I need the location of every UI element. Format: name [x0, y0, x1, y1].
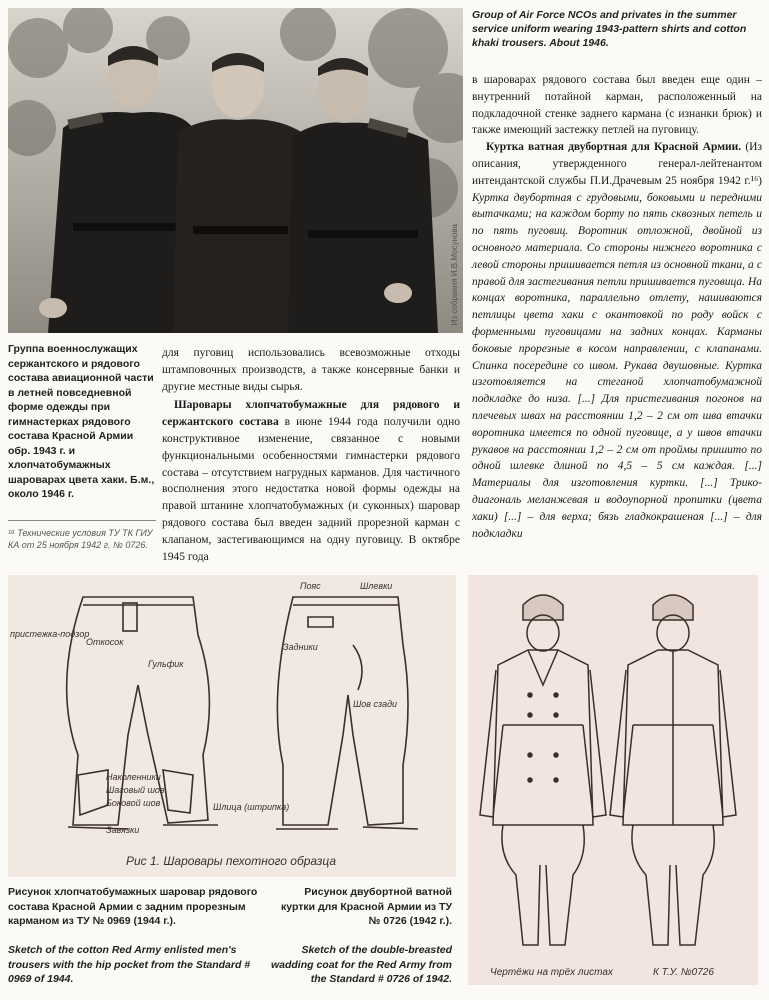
trousers-drawing — [8, 575, 456, 877]
caption-coat-russian: Рисунок двубортной ватной куртки для Красной Армии из ТУ № 0726 (1942 г.). — [281, 886, 452, 927]
sketch-trousers — [8, 575, 456, 877]
footnote: ¹⁶ Технические условия ТУ ТК ГИУ КА от 25 ноября 1942 г. № 0726. — [8, 528, 153, 550]
label-bokovoy: Боковой шов — [106, 798, 161, 808]
coat-drawing — [468, 575, 758, 985]
label-otkosok: Откосок — [86, 637, 124, 647]
right-text-column — [472, 72, 762, 542]
sketch-coat — [468, 575, 758, 985]
label-shagovy: Шаговый шов — [106, 785, 165, 795]
label-shov-szadi: Шов сзади — [353, 699, 398, 709]
caption-photo-english: Group of Air Force NCOs and privates in the summer service uniform wearing 1943-pattern shirts and cotton khaki trousers. About 1946. — [472, 9, 747, 49]
middle-text-column — [162, 345, 460, 565]
caption-trousers-russian: Рисунок хлопчатобумажных шаровар рядового состава Красной Армии с задним прорезным карманом из ТУ № 0969 (1944 г.). — [8, 886, 258, 927]
trousers-text: в июне 1944 года получили одно конструктивное изменение, связанное с новыми функциональными особенностями гимнастерки рядового состава – отсутствием нагрудных карманов. Для частичного восполнения этого недостатка новой формы одежды на правой штанине хлопчатобумажных (и суконных) шаровар рядового состава был введен задний прорезной карман с клапаном, застегивающимся на одну пуговицу. В октябре 1945 года — [162, 416, 460, 563]
right-paragraph-2 — [472, 139, 762, 542]
photo-illustration — [8, 8, 463, 333]
label-gulfik: Гульфик — [148, 659, 184, 669]
label-shlevki: Шлевки — [360, 581, 393, 591]
caption-coat-english: Sketch of the double-breasted wadding coat for the Red Army from the Standard # 0726 of 1942. — [270, 944, 452, 985]
coat-intro-close: ) — [758, 174, 762, 187]
footnote-divider — [8, 520, 156, 521]
label-zadnik: Задники — [283, 642, 318, 652]
label-pristezhka: пристежка-подзор — [10, 629, 90, 639]
right-paragraph-1: в шароварах рядового состава был введен еще один – внутренний потайной карман, расположенный на подкладочной стенке заднего кармана (с изнанки брюк) и также имеющий застежку петлей на пуговицу. — [472, 74, 762, 137]
caption-trousers-english: Sketch of the cotton Red Army enlisted men's trousers with the hip pocket from the Standard # 0969 of 1944. — [8, 944, 251, 985]
label-shtrippka: Шлица (штрипка) — [213, 802, 290, 812]
middle-paragraph-1: для пуговиц использовались всевозможные отходы штамповочных производств, а также консервные банки и другие местные виды сырья. — [162, 347, 460, 393]
photo-credit: Из собрания И.В.Мосунова — [450, 223, 459, 325]
coat-heading: Куртка ватная двубортная для Красной Армии. — [486, 141, 742, 154]
coat-description: Куртка двубортная с грудовыми, боковыми и передними вытачками; на каждом борту по пять сквозных петель и по пять пуговиц. Воротник отложной, двойной из основного материала. Со стороны нижнего воротника с левой стороны пришивается петля из основной ткани, а с правой для застегивания петли пришивается пуговица. На концах воротника, параллельно отлету, нашиваются петлицы цвета хаки с окантовкой по роду войск с форменными пуговицами на задних концах. Карманы боковые прорезные в косом направлении, с клапанами. Спинка посередине со швом. Рукава двушовные. Куртка изготовляется на стеганой хлопчатобумажной подкладке до низа. [...] Для пристегивания погонов на плечевых швах на расстоянии 1,2 – 2 см от шва втачки воротника имеется по одной пуговице, а у швов втачки рукавов на расстоянии 1,2 – 2 см от проймы пришито по одной шлевке длиной по 4,5 – 5 см каждая. [...] Материалы для изготовления куртки. [...] Трико-диагональ меланжевая и водоупорной пропитки (цвета хаки) [...] – для верха; бязь гладкокрашеная [...] – для подкладки — [472, 191, 762, 540]
coat-intro: (Из описания, утвержденного генерал-лейтенантом интендантской службы П.И.Драчевым 25 ноября 1942 г. — [472, 141, 762, 187]
trousers-figure-title: Рис 1. Шаровары пехотного образца — [126, 854, 337, 868]
photo-soldiers — [8, 8, 463, 333]
label-poyas: Пояс — [300, 581, 321, 591]
middle-paragraph-2 — [162, 397, 460, 565]
footnote-ref: ¹⁶ — [750, 174, 759, 187]
coat-sketch-code: К Т.У. №0726 — [653, 967, 714, 978]
label-nakolennik: Наколенники — [106, 772, 161, 782]
coat-sketch-note: Чертёжи на трёх листах — [490, 967, 613, 978]
trousers-heading: Шаровары хлопчатобумажные для рядового и сержантского состава — [162, 399, 460, 429]
caption-photo-russian: Группа военнослужащих сержантского и рядового состава авиационной части в летней повседневной форме одежды при гимнастерках рядового состава Красной Армии обр. 1943 г. и хлопчатобумажных шароварах цвета хаки. Б.м., около 1946 г. — [8, 343, 155, 500]
label-zavyazki: Завязки — [106, 825, 140, 835]
